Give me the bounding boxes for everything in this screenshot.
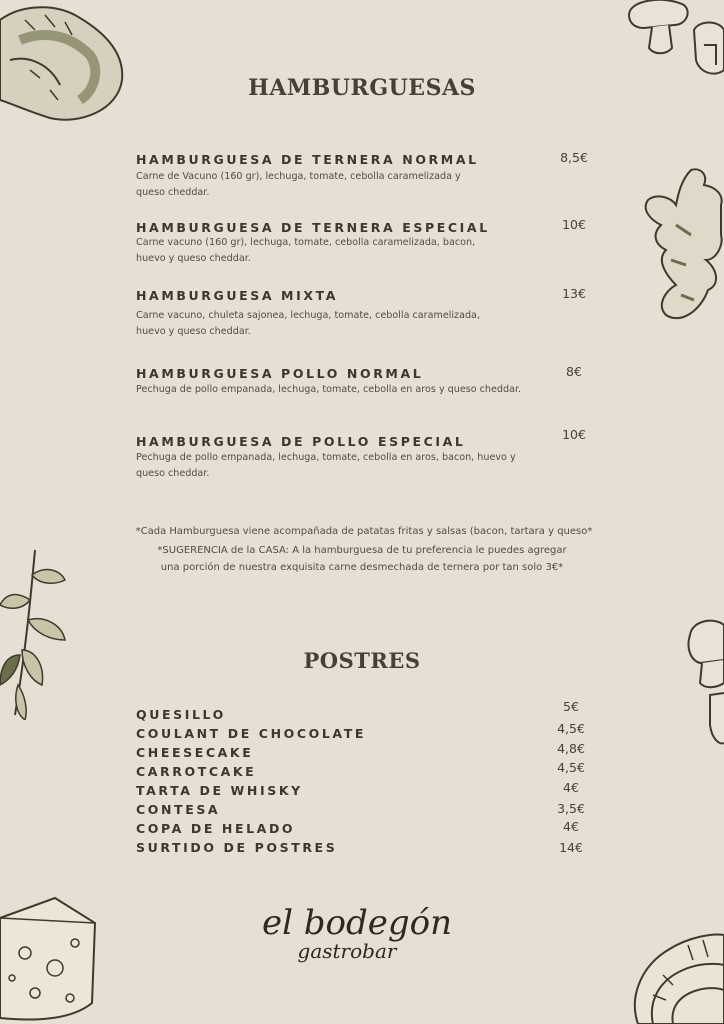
item-description: Pechuga de pollo empanada, lechuga, tomate, cebolla en aros, bacon, huevo y queso cheddar. (136, 452, 516, 479)
item-price: 10€ (562, 217, 586, 232)
dessert-price: 4,8€ (557, 741, 585, 756)
dessert-price: 4,5€ (557, 721, 585, 736)
mushroom-icon (624, 0, 724, 80)
dessert-price: 4€ (563, 780, 579, 795)
section-title-postres: POSTRES (303, 648, 421, 673)
item-price: 13€ (562, 286, 586, 301)
dessert-name: QUESILLO (136, 707, 226, 722)
logo-name: el bodegón (261, 903, 453, 943)
item-description: Carne vacuno, chuleta sajonea, lechuga, tomate, cebolla caramelizada, huevo y queso cheddar. (136, 310, 480, 337)
mushroom-icon (680, 615, 724, 755)
dessert-name: COPA DE HELADO (136, 821, 296, 836)
logo-subtitle: gastrobar (297, 939, 397, 963)
dessert-price: 4€ (563, 819, 579, 834)
footnote-sides: *Cada Hamburguesa viene acompañada de patatas fritas y salsas (bacon, tartara y queso* (135, 526, 593, 537)
dessert-price: 5€ (563, 699, 579, 714)
dessert-name: CHEESECAKE (136, 745, 254, 760)
dessert-name: CONTESA (136, 802, 221, 817)
dessert-name: TARTA DE WHISKY (136, 783, 303, 798)
dessert-price: 14€ (559, 840, 583, 855)
item-price: 8,5€ (560, 150, 588, 165)
item-name: HAMBURGUESA DE TERNERA NORMAL (136, 152, 479, 167)
footnote-suggestion: *SUGERENCIA de la CASA: A la hamburguesa de tu preferencia le puedes agregar (157, 545, 567, 556)
item-name: HAMBURGUESA DE TERNERA ESPECIAL (136, 220, 490, 235)
meat-icon (0, 0, 130, 130)
section-title-hamburguesas: HAMBURGUESAS (248, 75, 476, 101)
item-name: HAMBURGUESA DE POLLO ESPECIAL (136, 434, 466, 449)
item-name: HAMBURGUESA POLLO NORMAL (136, 366, 424, 381)
dessert-name: SURTIDO DE POSTRES (136, 840, 338, 855)
item-description: Carne vacuno (160 gr), lechuga, tomate, cebolla caramelizada, bacon, huevo y queso cheddar. (136, 237, 476, 264)
dessert-price: 4,5€ (557, 760, 585, 775)
logo (0, 905, 724, 961)
dessert-name: CARROTCAKE (136, 764, 257, 779)
dessert-name: COULANT DE CHOCOLATE (136, 726, 366, 741)
item-description: Carne de Vacuno (160 gr), lechuga, tomate, cebolla caramelizada y queso cheddar. (136, 171, 461, 198)
footnote-suggestion-cont: una porción de nuestra exquisita carne desmechada de ternera por tan solo 3€* (160, 562, 564, 573)
item-name: HAMBURGUESA MIXTA (136, 288, 339, 303)
item-description: Pechuga de pollo empanada, lechuga, tomate, cebolla en aros y queso cheddar. (136, 384, 522, 395)
ginger-icon (636, 165, 724, 330)
item-price: 8€ (566, 364, 582, 379)
dessert-price: 3,5€ (557, 801, 585, 816)
item-price: 10€ (562, 427, 586, 442)
